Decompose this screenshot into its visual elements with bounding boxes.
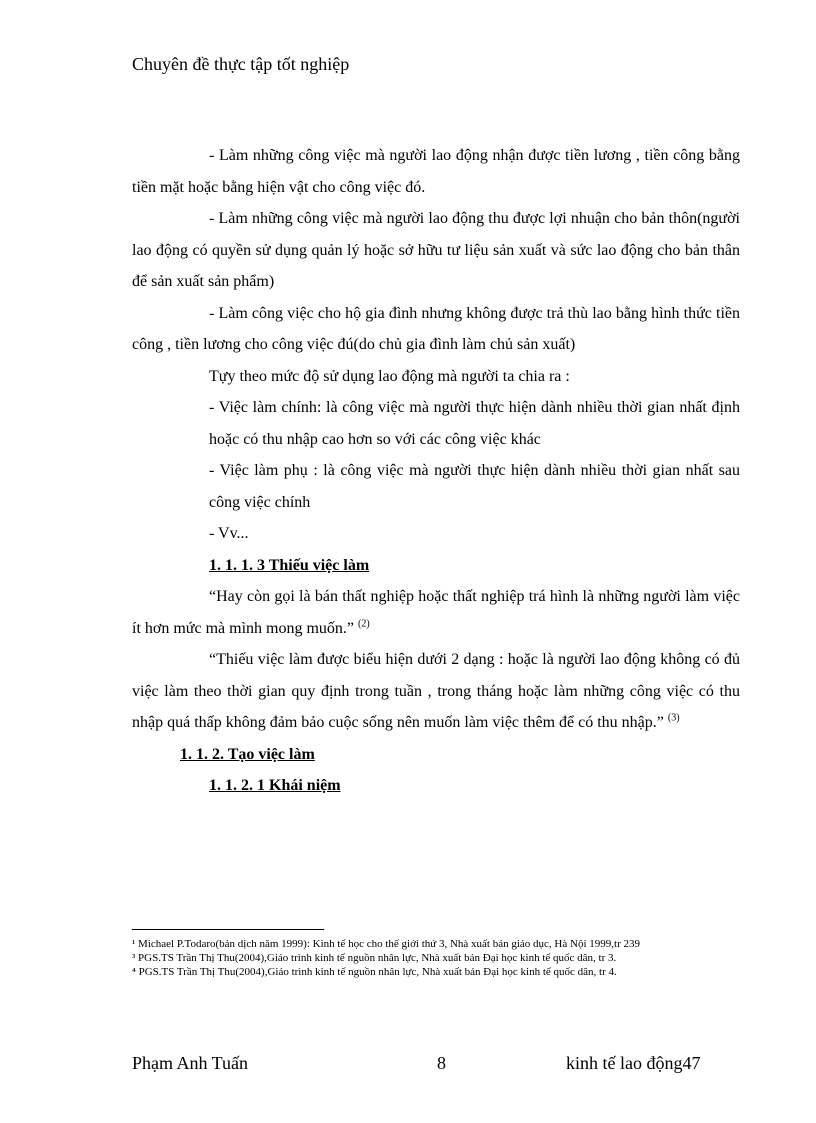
footnote-4: ⁴ PGS.TS Trần Thị Thu(2004),Giáo trình kinh tế nguồn nhân lực, Nhà xuất bản Đại học kinh tế quốc dân, tr 4. — [132, 966, 617, 978]
paragraph-profit-work: - Làm những công việc mà người lao động thu được lợi nhuận cho bản thôn(người lao động có quyền sử dụng quản lý hoặc sở hữu tư liệu sản xuất và sức lao động cho bản thân để sản xuất sản phẩm) — [132, 210, 740, 290]
page-footer — [132, 1052, 708, 1074]
footnote-3: ³ PGS.TS Trần Thị Thu(2004),Giáo trình kinh tế nguồn nhân lực, Nhà xuất bản Đại học kinh tế quốc dân, tr 3. — [132, 952, 617, 964]
footer-author: Phạm Anh Tuấn — [132, 1053, 249, 1073]
paragraph-etc: - Vv... — [209, 525, 249, 542]
heading-underemployment: 1. 1. 1. 3 Thiếu việc làm — [209, 556, 370, 574]
footer-department: kinh tế lao động47 — [566, 1053, 701, 1073]
footnotes — [132, 937, 740, 979]
paragraph-side-job: - Việc làm phụ : là công việc mà người thực hiện dành nhiều thời gian nhất sau công việc chính — [209, 462, 740, 511]
citation-3: (3) — [667, 712, 680, 724]
heading-job-creation: 1. 1. 2. Tạo việc làm — [180, 745, 315, 763]
underemployment-forms-text: “Thiếu việc làm được biểu hiện dưới 2 dạng : hoặc là người lao động không có đủ việc làm theo thời gian quy định trong tuần , trong tháng hoặc làm những công việc có thu nhập quá thấp không đảm bảo cuộc sống nên muốn làm việc thêm để có thu nhập.” — [132, 651, 740, 731]
body-text — [132, 140, 740, 802]
footnote-1: ¹ Michael P.Todaro(bản dịch năm 1999): Kinh tế học cho thế giới thứ 3, Nhà xuất bản giáo dục, Hà Nội 1999,tr 239 — [132, 938, 640, 950]
footnote-separator — [132, 929, 324, 930]
heading-concept: 1. 1. 2. 1 Khái niệm — [209, 777, 341, 794]
citation-2: (2) — [358, 618, 370, 630]
paragraph-underemployment-definition — [132, 581, 740, 644]
paragraph-main-job: - Việc làm chính: là công việc mà người thực hiện dành nhiều thời gian nhất định hoặc có thu nhập cao hơn so với các công việc khác — [209, 399, 740, 448]
paragraph-household-work: - Làm công việc cho hộ gia đình nhưng không được trả thù lao bằng hình thức tiền công , tiền lương cho công việc đú(do chủ gia đình làm chủ sản xuất) — [132, 304, 740, 353]
paragraph-classification-intro: Tựy theo mức độ sử dụng lao động mà người ta chia ra : — [209, 367, 570, 385]
footer-page-number: 8 — [437, 1053, 446, 1073]
page-header-title: Chuyên đề thực tập tốt nghiệp — [132, 54, 350, 74]
underemployment-definition-text: “Hay còn gọi là bán thất nghiệp hoặc thất nghiệp trá hình là những người làm việc ít hơn mức mà mình mong muốn.” — [132, 588, 740, 637]
paragraph-underemployment-forms — [132, 644, 740, 739]
paragraph-wage-work: - Làm những công việc mà người lao động nhận được tiền lương , tiền công bằng tiền mặt hoặc bằng hiện vật cho công việc đó. — [132, 147, 740, 196]
